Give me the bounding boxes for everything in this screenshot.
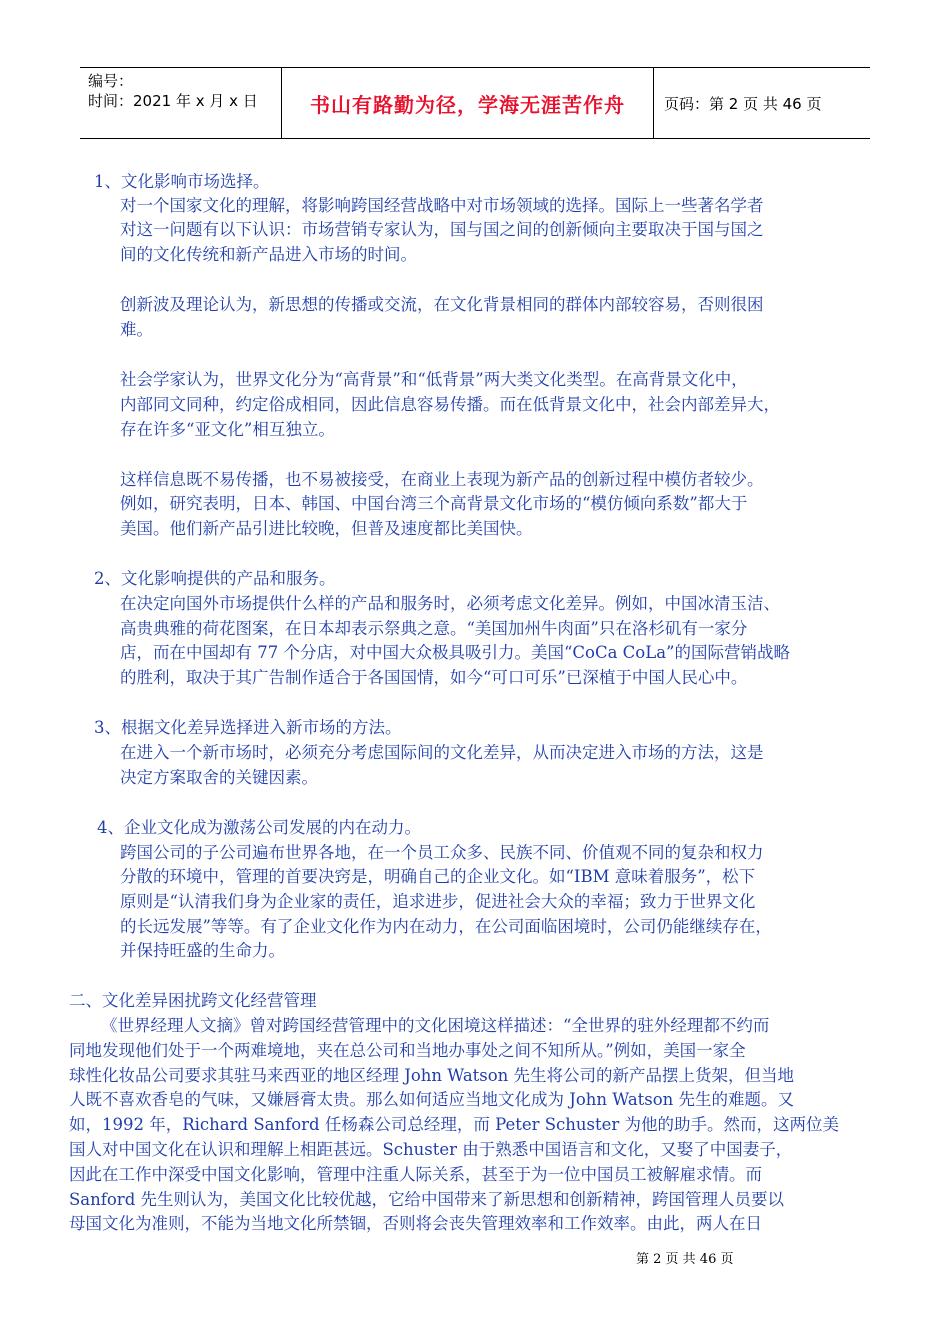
paragraph-line: 创新波及理论认为，新思想的传播或交流，在文化背景相同的群体内部较容易，否则很困: [120, 295, 764, 314]
paragraph-line: 高贵典雅的荷花图案，在日本却表示祭典之意。“美国加州牛肉面”只在洛杉矶有一家分: [120, 619, 748, 638]
document-date: 时间：2021 年 x 月 x 日: [88, 92, 258, 110]
paragraph-line: 例如，研究表明，日本、韩国、中国台湾三个高背景文化市场的“模仿倾向系数”都大于: [120, 494, 748, 513]
paragraph-line: 国人对中国文化在认识和理解上相距甚远。Schuster 由于熟悉中国语言和文化，又娶了中国妻子，: [69, 1140, 793, 1159]
paragraph-line: Sanford 先生则认为，美国文化比较优越，它给中国带来了新思想和创新精神，跨国管理人员要以: [69, 1190, 785, 1209]
paragraph-line: 并保持旺盛的生命力。: [120, 941, 285, 960]
paragraph-line: 在进入一个新市场时，必须充分考虑国际间的文化差异，从而决定进入市场的方法，这是: [120, 743, 764, 762]
paragraph-line: 跨国公司的子公司遍布世界各地，在一个员工众多、民族不同、价值观不同的复杂和权力: [120, 843, 764, 862]
paragraph-line: 对这一问题有以下认识：市场营销专家认为，国与国之间的创新倾向主要取决于国与国之: [120, 220, 764, 239]
paragraph-line: 的胜利，取决于其广告制作适合于各国国情，如今“可口可乐”已深植于中国人民心中。: [120, 668, 748, 687]
page-footer: 第 2 页 共 46 页: [636, 1252, 734, 1267]
section-heading-3: 3、根据文化差异选择进入新市场的方法。: [94, 718, 402, 737]
paragraph-line: 存在许多“亚文化”相互独立。: [120, 420, 335, 439]
header-motto: 书山有路勤为径，学海无涯苦作舟: [282, 68, 654, 138]
paragraph-line: 的长远发展”等等。有了企业文化作为内在动力，在公司面临困境时，公司仍能继续存在，: [120, 917, 772, 936]
paragraph-line: 分散的环境中，管理的首要决窍是，明确自己的企业文化。如“IBM 意味着服务”，松下: [120, 867, 756, 886]
paragraph-line: 《世界经理人文摘》曾对跨国经营管理中的文化困境这样描述：“全世界的驻外经理都不约而: [101, 1016, 770, 1035]
paragraph-line: 难。: [120, 320, 153, 339]
section-heading-1: 1、文化影响市场选择。: [94, 172, 270, 191]
paragraph-line: 对一个国家文化的理解，将影响跨国经营战略中对市场领域的选择。国际上一些著名学者: [120, 196, 764, 215]
paragraph-line: 内部同文同种，约定俗成相同，因此信息容易传播。而在低背景文化中，社会内部差异大，: [120, 395, 780, 414]
paragraph-line: 球性化妆品公司要求其驻马来西亚的地区经理 John Watson 先生将公司的新产品摆上货架，但当地: [69, 1066, 795, 1085]
document-number-label: 编号：: [88, 72, 134, 90]
paragraph-line: 因此在工作中深受中国文化影响，管理中注重人际关系，甚至于为一位中国员工被解雇求情。而: [69, 1165, 762, 1184]
paragraph-line: 母国文化为准则，不能为当地文化所禁锢，否则将会丧失管理效率和工作效率。由此，两人在日: [69, 1214, 762, 1233]
paragraph-line: 人既不喜欢香皂的气味，又嫌唇膏太贵。那么如何适应当地文化成为 John Watson 先生的难题。又: [69, 1090, 795, 1109]
paragraph-line: 原则是“认清我们身为企业家的责任，追求进步，促进社会大众的幸福；致力于世界文化: [120, 892, 756, 911]
paragraph-line: 美国。他们新产品引进比较晚，但普及速度都比美国快。: [120, 519, 533, 538]
paragraph-line: 社会学家认为，世界文化分为“高背景”和“低背景”两大类文化类型。在高背景文化中，: [120, 370, 748, 389]
paragraph-line: 同地发现他们处于一个两难境地，夹在总公司和当地办事处之间不知所从。”例如，美国一家全: [69, 1041, 746, 1060]
chapter-heading-2: 二、文化差异困扰跨文化经营管理: [69, 991, 317, 1010]
paragraph-line: 间的文化传统和新产品进入市场的时间。: [120, 245, 417, 264]
paragraph-line: 如，1992 年，Richard Sanford 任杨森公司总经理，而 Peter Schuster 为他的助手。然而，这两位美: [69, 1115, 840, 1134]
paragraph-line: 这样信息既不易传播，也不易被接受，在商业上表现为新产品的创新过程中模仿者较少。: [120, 470, 764, 489]
paragraph-line: 决定方案取舍的关键因素。: [120, 768, 318, 787]
section-heading-2: 2、文化影响提供的产品和服务。: [94, 569, 336, 588]
header-page-info: 页码：第 2 页 共 46 页: [664, 94, 822, 113]
page-header: [80, 67, 870, 139]
paragraph-line: 在决定向国外市场提供什么样的产品和服务时，必须考虑文化差异。例如，中国冰清玉洁、: [120, 594, 780, 613]
header-meta: [80, 68, 282, 138]
paragraph-line: 店，而在中国却有 77 个分店，对中国大众极具吸引力。美国“CoCa CoLa”的国际营销战略: [120, 643, 790, 662]
section-heading-4: 4、企业文化成为激荡公司发展的内在动力。: [97, 818, 421, 837]
